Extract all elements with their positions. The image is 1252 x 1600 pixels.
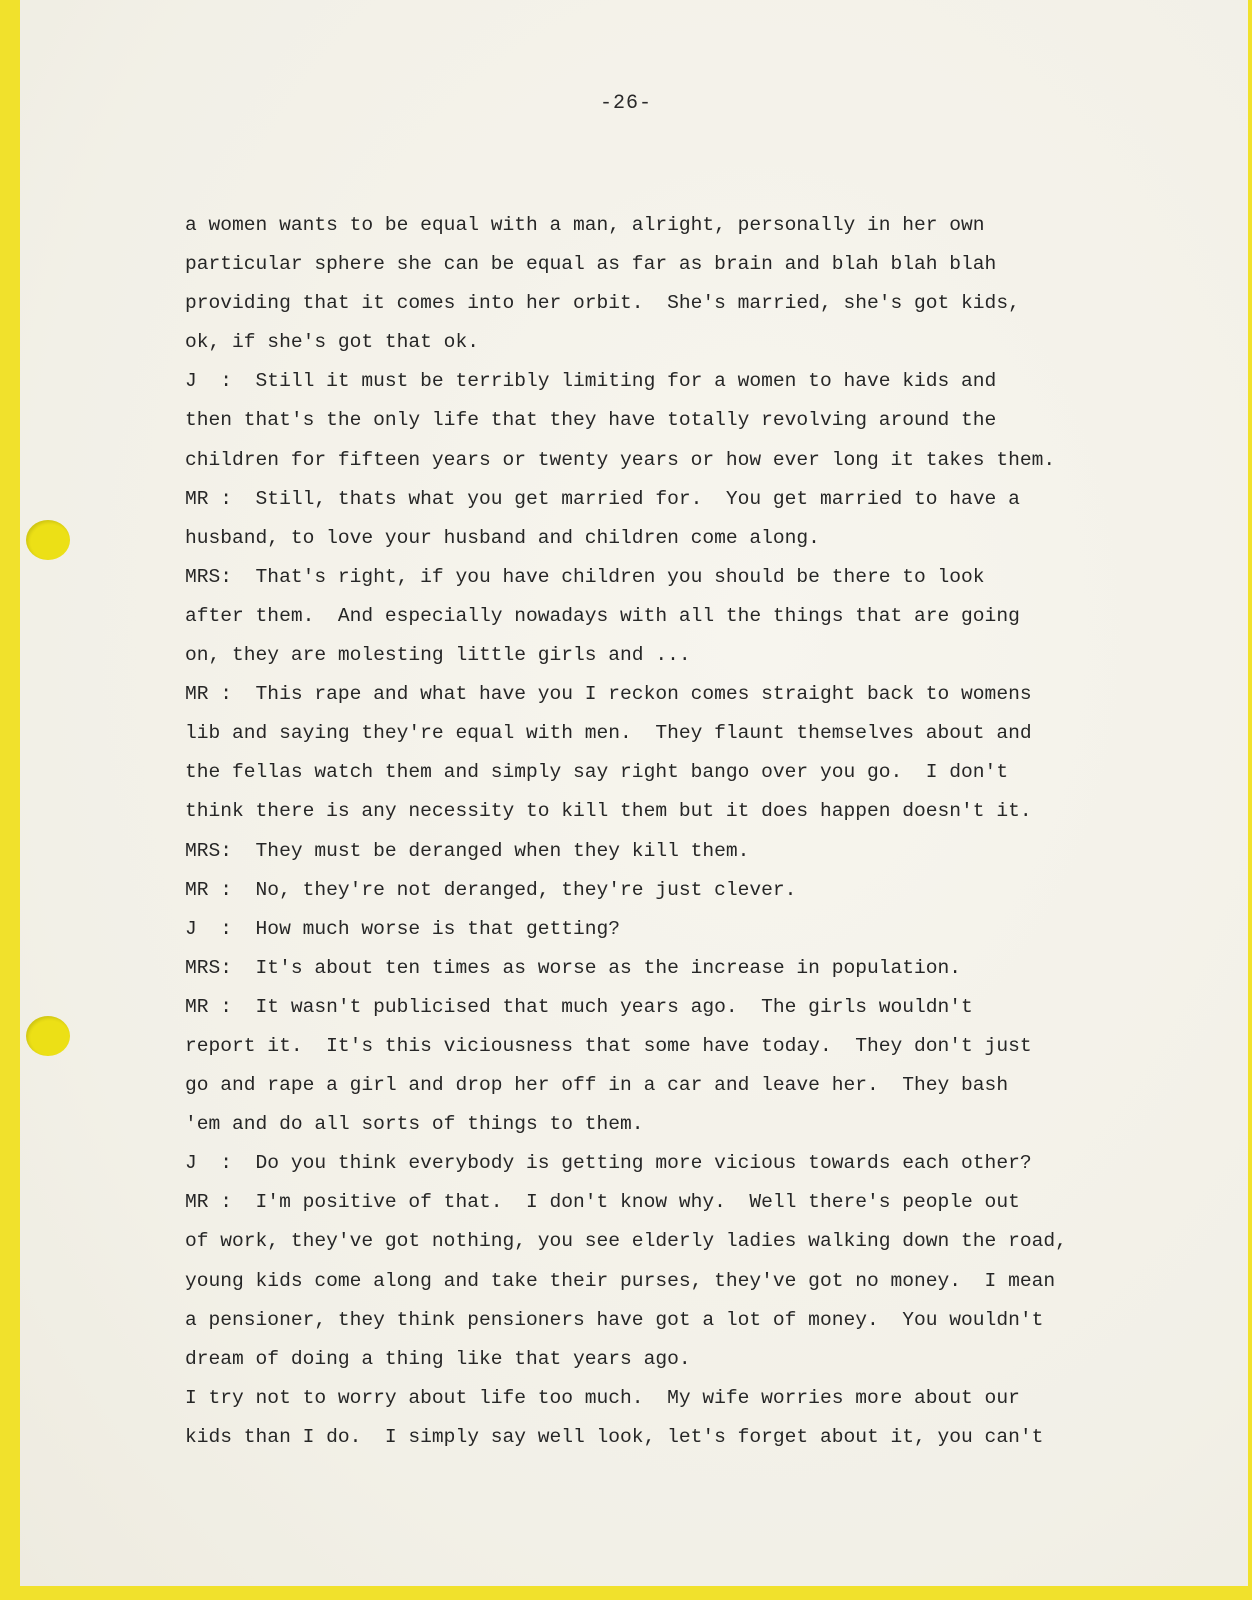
punch-hole <box>26 520 70 560</box>
transcript-line: a pensioner, they think pensioners have got a lot of money. You wouldn't <box>185 1308 1044 1331</box>
transcript-line: MRS: It's about ten times as worse as the increase in population. <box>185 956 962 979</box>
transcript-body <box>185 206 1185 1457</box>
transcript-line: MR : This rape and what have you I reckon comes straight back to womens <box>185 683 1032 706</box>
transcript-line: I try not to worry about life too much. My wife worries more about our <box>185 1386 1020 1409</box>
transcript-line: dream of doing a thing like that years ago. <box>185 1347 691 1370</box>
transcript-line: a women wants to be equal with a man, alright, personally in her own <box>185 214 985 236</box>
transcript-line: report it. It's this viciousness that some have today. They don't just <box>185 1034 1032 1057</box>
transcript-line: of work, they've got nothing, you see elderly ladies walking down the road, <box>185 1230 1067 1253</box>
transcript-line: after them. And especially nowadays with all the things that are going <box>185 604 1020 627</box>
transcript-line: on, they are molesting little girls and ... <box>185 644 691 667</box>
punch-hole <box>26 1016 70 1056</box>
transcript-line: then that's the only life that they have totally revolving around the <box>185 409 997 432</box>
transcript-line: the fellas watch them and simply say right bango over you go. I don't <box>185 761 1009 784</box>
transcript-line: particular sphere she can be equal as far as brain and blah blah blah <box>185 253 997 276</box>
transcript-line: husband, to love your husband and children come along. <box>185 526 820 549</box>
transcript-line: MRS: That's right, if you have children you should be there to look <box>185 565 985 588</box>
transcript-line: MR : Still, thats what you get married for. You get married to have a <box>185 487 1020 510</box>
transcript-line: MR : It wasn't publicised that much years ago. The girls wouldn't <box>185 995 973 1018</box>
transcript-line: lib and saying they're equal with men. They flaunt themselves about and <box>185 722 1032 745</box>
transcript-line: go and rape a girl and drop her off in a car and leave her. They bash <box>185 1074 1009 1097</box>
transcript-line: MRS: They must be deranged when they kill them. <box>185 839 750 862</box>
transcript-line: J : Do you think everybody is getting more vicious towards each other? <box>185 1152 1032 1175</box>
transcript-line: children for fifteen years or twenty years or how ever long it takes them. <box>185 448 1056 471</box>
transcript-line: J : How much worse is that getting? <box>185 917 621 940</box>
transcript-line: 'em and do all sorts of things to them. <box>185 1113 644 1136</box>
transcript-line: MR : I'm positive of that. I don't know why. Well there's people out <box>185 1191 1020 1214</box>
transcript-line: young kids come along and take their purses, they've got no money. I mean <box>185 1269 1056 1292</box>
transcript-line: kids than I do. I simply say well look, let's forget about it, you can't <box>185 1425 1044 1448</box>
transcript-line: think there is any necessity to kill them but it does happen doesn't it. <box>185 800 1032 823</box>
transcript-line: J : Still it must be terribly limiting for a women to have kids and <box>185 370 997 393</box>
transcript-line: providing that it comes into her orbit. She's married, she's got kids, <box>185 292 1020 315</box>
transcript-line: MR : No, they're not deranged, they're just clever. <box>185 878 797 901</box>
transcript-line: ok, if she's got that ok. <box>185 331 479 354</box>
page-number: -26- <box>599 92 652 115</box>
